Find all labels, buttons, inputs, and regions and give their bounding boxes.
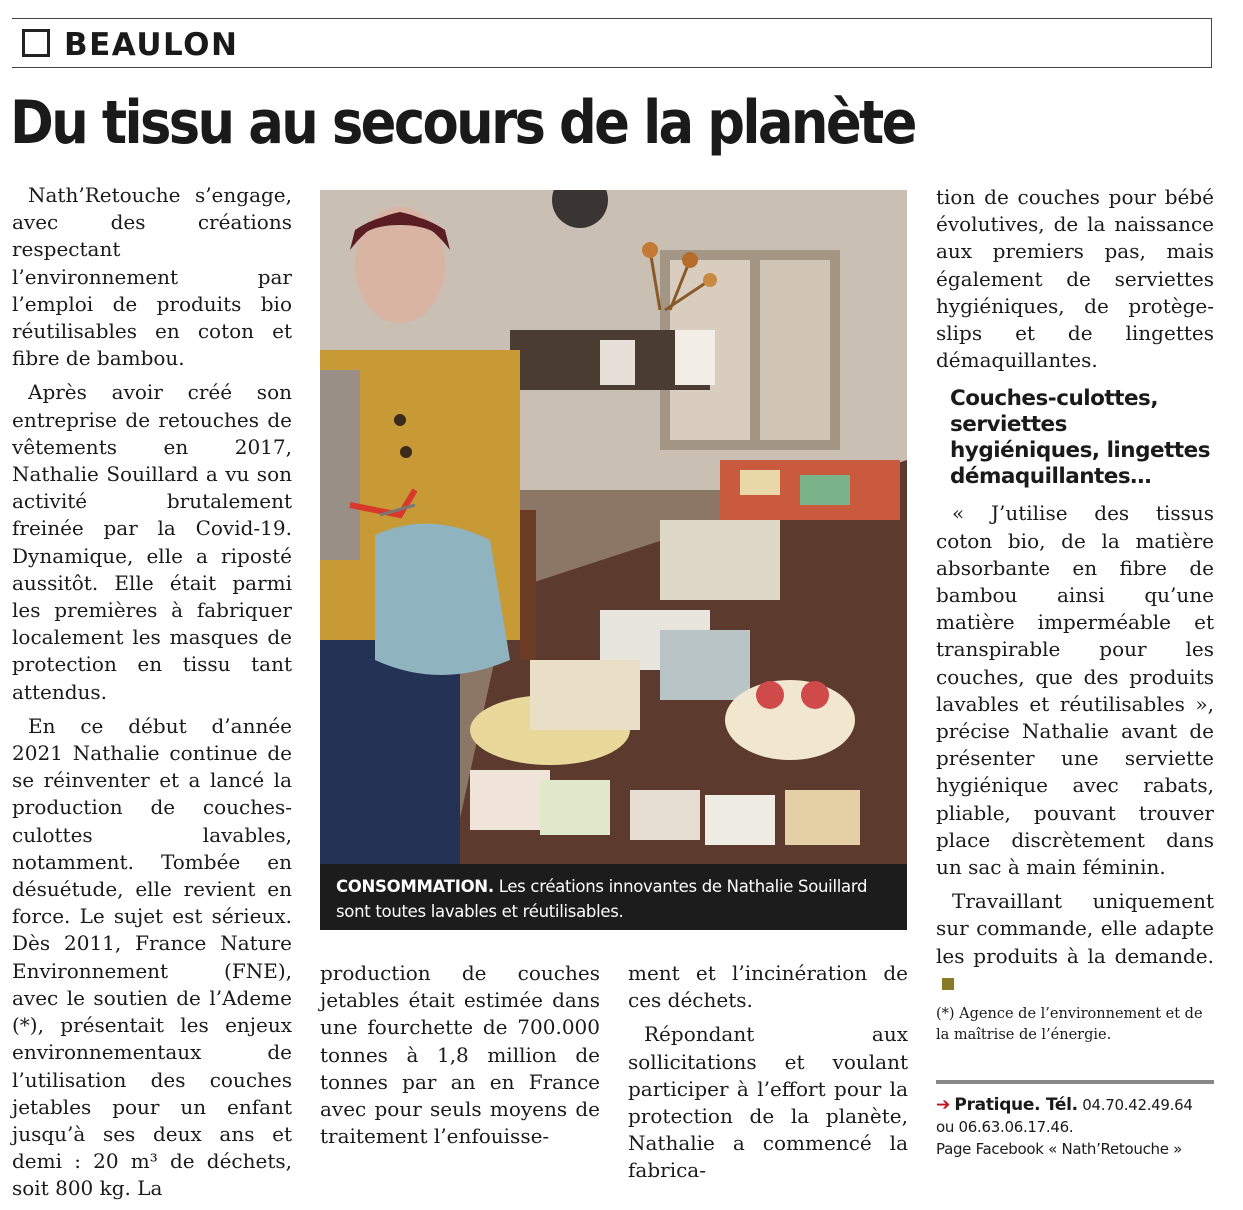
- phone-secondary: ou 06.63.06.17.46.: [936, 1118, 1074, 1136]
- section-name: BEAULON: [64, 27, 239, 63]
- column-2: [320, 960, 600, 1157]
- info-label: Pratique. Tél.: [954, 1095, 1078, 1115]
- phone-primary: 04.70.42.49.64: [1077, 1096, 1193, 1114]
- paragraph: En ce début d’année 2021 Nathalie continue de se réinventer et a lancé la production de couches-culottes lavables, notamment. Tombée en désuétude, elle revient en force. Le sujet est sérieux. Dès 2011, France Nature Environnement (FNE), avec le soutien de l’Ademe (*), présentait les enjeux environnementaux de l’utilisation des couches jetables pour un enfant jusqu’à ses deux ans et demi : 20 m³ de déchets, soit 800 kg. La: [12, 713, 292, 1201]
- paragraph: Après avoir créé son entreprise de retouches de vêtements en 2017, Nathalie Souillard a vu son activité brutalement freinée par la Covid-19. Dynamique, elle a riposté aussitôt. Elle était parmi les premières à fabriquer localement les masques de protection en tissu tant attendus.: [12, 380, 292, 704]
- paragraph: Nath’Retouche s’engage, avec des créations respectant l’environnement par l’emploi de produits bio réutilisables en coton et fibre de bambou.: [12, 183, 292, 371]
- arrow-right-icon: ➔: [936, 1095, 950, 1115]
- end-mark-icon: [942, 978, 954, 990]
- section-rubric: [12, 18, 1212, 68]
- closing-text: Travaillant uniquement sur commande, elle adapte les produits à la demande.: [936, 889, 1214, 968]
- column-4: [936, 184, 1214, 1053]
- paragraph: tion de couches pour bébé évolutives, de la naissance aux premiers pas, mais également de serviettes hygiéniques, de protège-slips et de lingettes démaquillantes.: [936, 185, 1214, 373]
- paragraph: production de couches jetables était estimée dans une fourchette de 700.000 tonnes à 1,8 million de tonnes par an en France avec pour seuls moyens de traitement l’enfouisse-: [320, 961, 600, 1149]
- practical-info: [936, 1080, 1214, 1160]
- caption-lead: CONSOMMATION.: [336, 877, 494, 896]
- checkbox-square-icon: [22, 29, 50, 57]
- headline: Du tissu au secours de la planète: [10, 88, 915, 158]
- paragraph: ment et l’incinération de ces déchets.: [628, 961, 908, 1013]
- crosshead: Couches-culottes, serviettes hygiéniques, lingettes démaquillantes…: [950, 386, 1211, 490]
- paragraph: Répondant aux sollicitations et voulant participer à l’effort pour la protection de la planète, Nathalie a commencé la fabrica-: [628, 1022, 908, 1183]
- paragraph: « J’utilise des tissus coton bio, de la matière absorbante en fibre de bambou ainsi qu’une matière imperméable et transpirable pour les couches, que des produits lavables et réutilisables », précise Nathalie avant de présenter une serviette hygiénique avec rabats, pliable, pouvant trouver place discrètement dans un sac à main féminin.: [936, 501, 1214, 880]
- article-photo: [320, 190, 907, 864]
- column-3: [628, 960, 908, 1192]
- facebook-page: Page Facebook « Nath’Retouche »: [936, 1140, 1183, 1158]
- paragraph: [936, 888, 1214, 997]
- photo-illustration: [320, 190, 907, 864]
- phone-line: [936, 1094, 1214, 1116]
- caption-text: Les créations innovantes de Nathalie Souillard sont toutes lavables et réutilisables.: [336, 877, 868, 921]
- footnote: (*) Agence de l’environnement et de la maîtrise de l’énergie.: [936, 1006, 1203, 1044]
- photo-caption: [320, 864, 907, 930]
- column-1: [12, 182, 292, 1210]
